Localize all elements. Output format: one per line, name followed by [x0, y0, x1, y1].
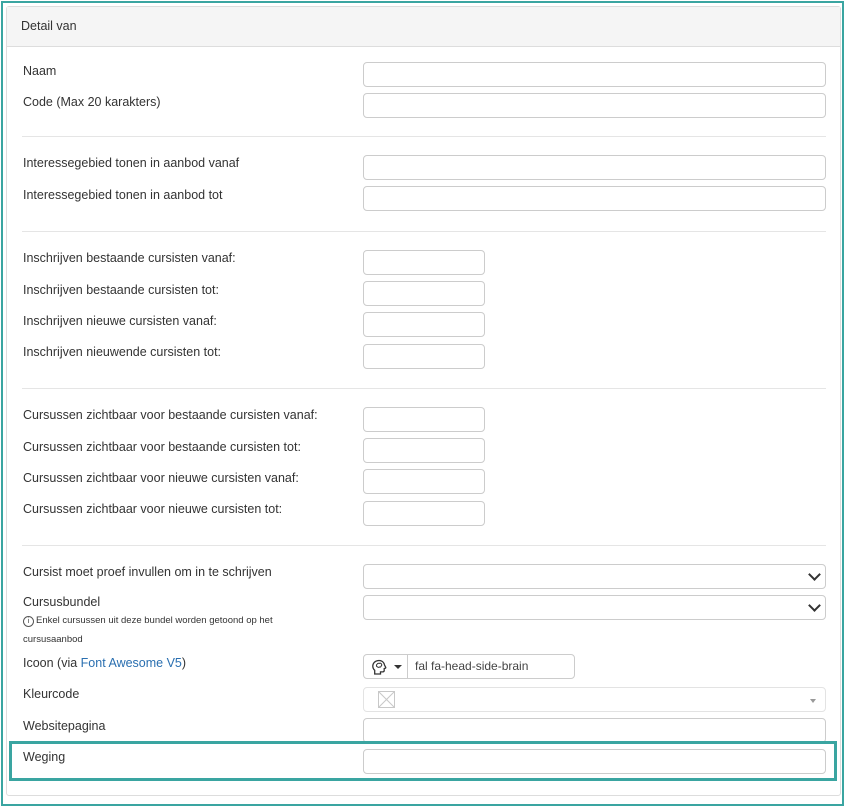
- caret-down-icon: [810, 699, 816, 703]
- zicht-nieuw-vanaf-input[interactable]: [363, 469, 485, 494]
- caret-down-icon: [394, 665, 402, 669]
- inschr-nieuw-vanaf-input[interactable]: [363, 312, 485, 337]
- weging-label: Weging: [23, 750, 66, 764]
- icoon-label: [23, 656, 186, 670]
- zicht-bestaand-tot-label: Cursussen zichtbaar voor bestaande cursisten tot:: [23, 440, 301, 454]
- kleurcode-colorpicker[interactable]: [363, 687, 826, 712]
- code-input[interactable]: [363, 93, 826, 118]
- empty-color-swatch-icon: [378, 691, 395, 708]
- inschr-bestaand-tot-label: Inschrijven bestaande cursisten tot:: [23, 283, 219, 297]
- icoon-label-text: Icoon (via: [23, 656, 81, 670]
- divider: [22, 136, 826, 137]
- cursusbundel-help-line1: Enkel cursussen uit deze bundel worden getoond op het: [36, 615, 273, 626]
- inschr-nieuw-vanaf-label: Inschrijven nieuwe cursisten vanaf:: [23, 314, 217, 328]
- zicht-nieuw-tot-label: Cursussen zichtbaar voor nieuwe cursisten tot:: [23, 502, 283, 516]
- interesse-vanaf-input[interactable]: [363, 155, 826, 180]
- icoon-label-suffix: ): [181, 656, 187, 670]
- panel-title: Detail van: [21, 19, 77, 33]
- naam-label: Naam: [23, 64, 57, 78]
- chevron-down-icon: [808, 568, 821, 581]
- font-awesome-link[interactable]: Font Awesome V5: [80, 656, 182, 670]
- cursusbundel-help-line2: cursusaanbod: [23, 634, 83, 645]
- websitepagina-label: Websitepagina: [23, 719, 106, 733]
- divider: [22, 231, 826, 232]
- zicht-bestaand-vanaf-label: Cursussen zichtbaar voor bestaande cursisten vanaf:: [23, 408, 318, 422]
- divider: [22, 545, 826, 546]
- zicht-bestaand-vanaf-input[interactable]: [363, 407, 485, 432]
- interesse-tot-label: Interessegebied tonen in aanbod tot: [23, 188, 223, 202]
- naam-input[interactable]: [363, 62, 826, 87]
- proef-label: Cursist moet proef invullen om in te schrijven: [23, 565, 272, 579]
- chevron-down-icon: [808, 599, 821, 612]
- kleurcode-label: Kleurcode: [23, 687, 80, 701]
- websitepagina-input[interactable]: [363, 718, 826, 743]
- inschr-bestaand-vanaf-label: Inschrijven bestaande cursisten vanaf:: [23, 251, 236, 265]
- cursusbundel-label: Cursusbundel: [23, 595, 101, 609]
- panel-heading: [7, 7, 840, 47]
- inschr-nieuw-tot-label: Inschrijven nieuwende cursisten tot:: [23, 345, 222, 359]
- cursusbundel-select[interactable]: [363, 595, 826, 620]
- zicht-nieuw-tot-input[interactable]: [363, 501, 485, 526]
- zicht-bestaand-tot-input[interactable]: [363, 438, 485, 463]
- info-circle-icon: i: [23, 616, 34, 627]
- inschr-nieuw-tot-input[interactable]: [363, 344, 485, 369]
- zicht-nieuw-vanaf-label: Cursussen zichtbaar voor nieuwe cursisten vanaf:: [23, 471, 299, 485]
- head-side-brain-icon: [371, 659, 388, 675]
- inschr-bestaand-tot-input[interactable]: [363, 281, 485, 306]
- icon-class-input[interactable]: fal fa-head-side-brain: [407, 654, 575, 679]
- interesse-tot-input[interactable]: [363, 186, 826, 211]
- inschr-bestaand-vanaf-input[interactable]: [363, 250, 485, 275]
- icon-picker-button[interactable]: [363, 654, 408, 679]
- divider: [22, 388, 826, 389]
- code-label: Code (Max 20 karakters): [23, 95, 161, 109]
- weging-highlight: [9, 741, 837, 781]
- proef-select[interactable]: [363, 564, 826, 589]
- cursusbundel-help: [23, 615, 273, 627]
- interesse-vanaf-label: Interessegebied tonen in aanbod vanaf: [23, 156, 240, 170]
